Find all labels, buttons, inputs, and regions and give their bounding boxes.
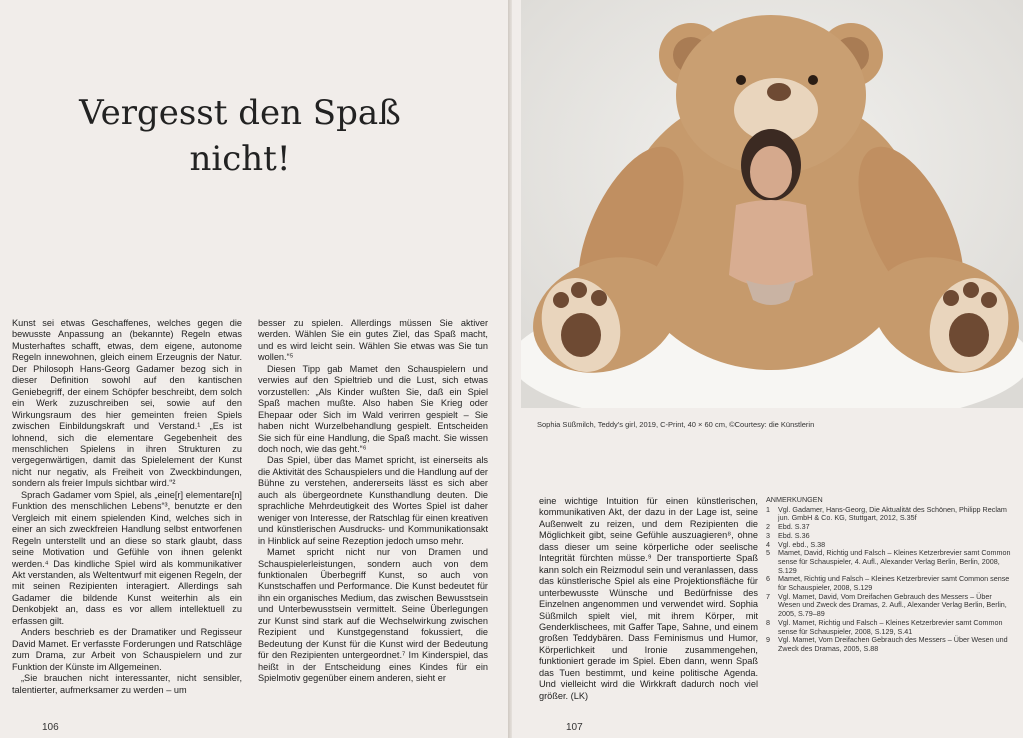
paragraph: eine wichtige Intuition für einen künstlerischen, kommunikativen Akt, der dazu in der Lage ist, seine Außenwelt zu reizen, und dem Rezipienten die Möglichkeit gibt, seine Gefühle auszuagieren⁸, ohne dass dieser um seine körperliche oder seelische Integrität fürchten müsse.⁹ Der transportierte Spaß kann solch ein Reizmodul sein und veranlassen, dass das künstlerische Spiel als eine Projektionsfläche für unterbewusste Wünsche und Bedürfnisse des Einzelnen angenommen und verwendet wird. Sophia Süßmilch spielt viel, mit ihrem Körper, mit Genderklischees, mit Gaffer Tape, Sahne, und einem großen Teddybären. Dass Feminismus und Humor, Körperlichkeit und Ironie zusammengehen, funktioniert gerade im Spiel. Eben dann, wenn Spaß das Tuen bestimmt, und keine politische Agenda. Und vielleicht wird die Wirkkraft dadurch noch viel größer. (LK) bbox=[539, 496, 758, 701]
footnotes-heading: ANMERKUNGEN bbox=[766, 495, 823, 504]
footnote: 5 Mamet, David, Richtig und Falsch – Kleines Ketzerbrevier samt Common sense für Schauspieler, 4. Aufl., Alexander Verlag Berlin, Berlin, 2008, S.129 bbox=[766, 548, 1011, 575]
paragraph: Mamet spricht nicht nur von Dramen und Schauspielerleistungen, sondern auch von dem funktionalen Überbegriff Kunst, so auch von Kunstschaffen und Performance. Die Kunst bedeutet für ihn ein organisches Medium, das zwischen Bewusstsein und Unterbewusstsein vermittelt. Seine Überlegungen zur Kunst sind stark auf die Wechselwirkung zwischen Rezipient und Kunstgegenstand fokussiert, die Bedeutung der Kunst für die Kunst wird der Bedeutung für den Rezipienten untergeordnet.⁷ Im Kinderspiel, das heißt in der Entscheidung eines Kindes für ein Spielmotiv gegenüber einem anderen, sieht er bbox=[258, 547, 488, 684]
paragraph: besser zu spielen. Allerdings müssen Sie aktiver werden. Wählen Sie ein gutes Ziel, das Spaß macht, und es wird leicht sein. Wählen Sie etwas was Sie tun wollen.“⁵ bbox=[258, 318, 488, 363]
footnotes bbox=[766, 496, 1014, 654]
paragraph: Diesen Tipp gab Mamet den Schauspielern und verwies auf den Spieltrieb und die Lust, sich etwas vorzustellen: „Als Kinder wußten Sie, daß ein Spiel Spaß machen mußte. Also haben Sie Krieg oder Ehepaar oder Sich im Wald verirren gespielt – Sie haben nicht Wurzelbehandlung gespielt. Entscheiden Sie sich für eine Handlung, die Spaß macht. Sie wissen doch noch, wie das geht.“⁶ bbox=[258, 363, 488, 454]
title-line-2: nicht! bbox=[189, 139, 291, 179]
footnote: 3 Ebd. S.36 bbox=[766, 530, 810, 540]
left-column-1 bbox=[12, 318, 242, 696]
paragraph: Anders beschrieb es der Dramatiker und Regisseur David Mamet. Er verfasste Forderungen und Ratschläge zum Drama, zur Arbeit von Schauspielern und zur Funktion der Künste im Allgemeinen. bbox=[12, 627, 242, 672]
photo-caption: Sophia Süßmilch, Teddy’s girl, 2019, C-Print, 40 × 60 cm, ©Courtesy: die Künstlerin bbox=[537, 420, 815, 429]
footnote: 7 Vgl. Mamet, David, Vom Dreifachen Gebrauch des Messers – Über Wesen und Zweck des Dramas, 2. Aufl., Alexander Verlag Berlin, Berlin, 2005, S.79–89 bbox=[766, 591, 1007, 619]
teddy-photo-illustration bbox=[521, 0, 1023, 408]
paragraph: Das Spiel, über das Mamet spricht, ist einerseits als die Aktivität des Schauspielers und die Handlung auf der Bühne zu verstehen, andererseits lässt es sich aber auch als übergeordnete Kunsthandlung deuten. Die sprachliche Mehrdeutigkeit des Wortes Spiel ist daher weniger von Interesse, der Ratschlag für einen kreativen und künstlerischen Ausdrucks- und Kommunikationsakt in Hinblick auf seine Rezeption jedoch umso mehr. bbox=[258, 455, 488, 546]
title-line-1: Vergesst den Spaß bbox=[79, 93, 401, 133]
footnote: 6 Mamet, Richtig und Falsch – Kleines Ketzerbrevier samt Common sense für Schauspieler, 2008, S.129 bbox=[766, 574, 1010, 593]
footnote: 9 Vgl. Mamet, Vom Dreifachen Gebrauch des Messers – Über Wesen und Zweck des Dramas, 2005, S.88 bbox=[766, 635, 1008, 653]
paragraph: Kunst sei etwas Geschaffenes, welches gegen die bewusste Anpassung an (bekannte) Regeln etwas Musterhaftes schafft, etwas, dem eigene, autonome Regeln innewohnen, gleich einem Erzeugnis der Natur. Der Philosoph Hans-Georg Gadamer bezog sich in dieser Definition sowohl auf den kantischen Geniebegriff, der einem Schöpfer beschreibt, dem solch ein Werk zuzuschreiben sei, sowie auf den Wirkungsraum des hier gemeinten freien Spiels zwischen Einbildungskraft und Verstand.¹ „Es ist lohnend, sich die elementare Gegebenheit des menschlichen Spielens in ihren Strukturen zu vergegenwärtigen, damit das Spielelement der Kunst nicht nur negativ, als Freiheit von Zweckbindungen, sondern als freier Impuls sichtbar wird.“² bbox=[12, 318, 242, 489]
left-page bbox=[0, 0, 508, 738]
footnote: 8 Vgl. Mamet, Richtig und Falsch – Kleines Ketzerbrevier samt Common sense für Schauspieler, 2008, S.129, S.41 bbox=[766, 617, 1003, 636]
right-column-1 bbox=[539, 496, 758, 702]
left-column-2 bbox=[258, 318, 488, 685]
footnote: 1 Vgl. Gadamer, Hans-Georg, Die Aktualität des Schönen, Philipp Reclam jun. GmbH & Co. KG, Stuttgart, 2012, S.35f bbox=[766, 504, 1007, 523]
page-number-left: 106 bbox=[42, 722, 59, 733]
artwork-photo bbox=[521, 0, 1023, 408]
article-title bbox=[60, 90, 420, 182]
right-page bbox=[512, 0, 1023, 738]
paragraph: „Sie brauchen nicht interessanter, nicht sensibler, talentierter, aufmerksamer zu werden – um bbox=[12, 673, 242, 695]
footnote: 4 Vgl. ebd., S.38 bbox=[766, 539, 826, 549]
paragraph: Sprach Gadamer vom Spiel, als „eine[r] elementare[n] Funktion des menschlichen Lebens“³, benutzte er den Vergleich mit einem spielenden Kind, welches sich in einer an sich zweckfreien Handlung selbst entworfenen Regeln unterstellt und an diese so stark glaubt, dass seine Motivation und Gefühle von ihnen gelenkt werden.⁴ Das kindliche Spiel wird als kommunikativer Akt verstanden, als Weltentwurf mit eigenen Regeln, der mit seinen Rezipienten interagiert. Allerdings sah Gadamer die bildende Kunst weiterhin als ein Denkobjekt an, dass es vor allem intellektuell zu erfassen gilt. bbox=[12, 489, 242, 626]
page-number-right: 107 bbox=[566, 722, 583, 733]
footnote: 2 Ebd. S.37 bbox=[766, 522, 810, 532]
